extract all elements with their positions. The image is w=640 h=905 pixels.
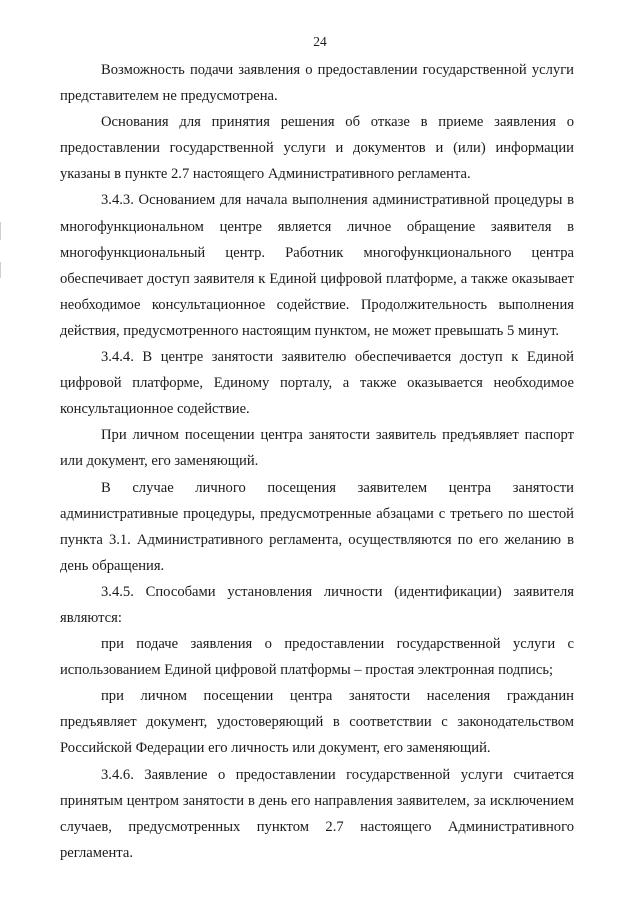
- paragraph-3-4-4: 3.4.4. В центре занятости заявителю обеспечивается доступ к Единой цифровой платформе, Единому порталу, а также оказывается необходимое консультационное содействие.: [60, 349, 574, 418]
- paragraph-representative: Возможность подачи заявления о предоставлении государственной услуги представителем не предусмотрена.: [60, 62, 574, 105]
- paragraph-personal-visit: В случае личного посещения заявителем центра занятости административные процедуры, предусмотренные абзацами с третьего по шестой пункта 3.1. Административного регламента, осуществляются по его желанию в день обращения.: [60, 479, 574, 574]
- paragraph-electronic-signature: при подаче заявления о предоставлении государственной услуги с использованием Единой цифровой платформы – простая электронная подпись;: [60, 636, 574, 679]
- scan-edge-mark-top: [0, 222, 1, 240]
- paragraph-3-4-3: 3.4.3. Основанием для начала выполнения административной процедуры в многофункциональном центре является личное обращение заявителя в многофункциональный центр. Работник многофункционального центра обеспечивает доступ заявителя к Единой цифровой платформе, а также оказывает необходимое консультационное содействие. Продолжительность выполнения действия, предусмотренного настоящим пунктом, не может превышать 5 минут.: [60, 192, 574, 339]
- scan-edge-mark-bottom: [0, 262, 1, 278]
- document-body: [60, 57, 574, 866]
- paragraph-3-4-5: 3.4.5. Способами установления личности (идентификации) заявителя являются:: [60, 583, 574, 626]
- paragraph-identity-document: при личном посещении центра занятости населения гражданин предъявляет документ, удостоверяющий в соответствии с законодательством Российской Федерации его личность или документ, его заменяющий.: [60, 688, 574, 757]
- paragraph-refusal-grounds: Основания для принятия решения об отказе в приеме заявления о предоставлении государственной услуги и документов и (или) информации указаны в пункте 2.7 настоящего Административного регламента.: [60, 114, 574, 183]
- paragraph-3-4-6: 3.4.6. Заявление о предоставлении государственной услуги считается принятым центром занятости в день его направления заявителем, за исключением случаев, предусмотренных пунктом 2.7 настоящего Административного регламента.: [60, 766, 574, 861]
- paragraph-passport: При личном посещении центра занятости заявитель предъявляет паспорт или документ, его заменяющий.: [60, 427, 574, 470]
- page-number: 24: [313, 34, 327, 49]
